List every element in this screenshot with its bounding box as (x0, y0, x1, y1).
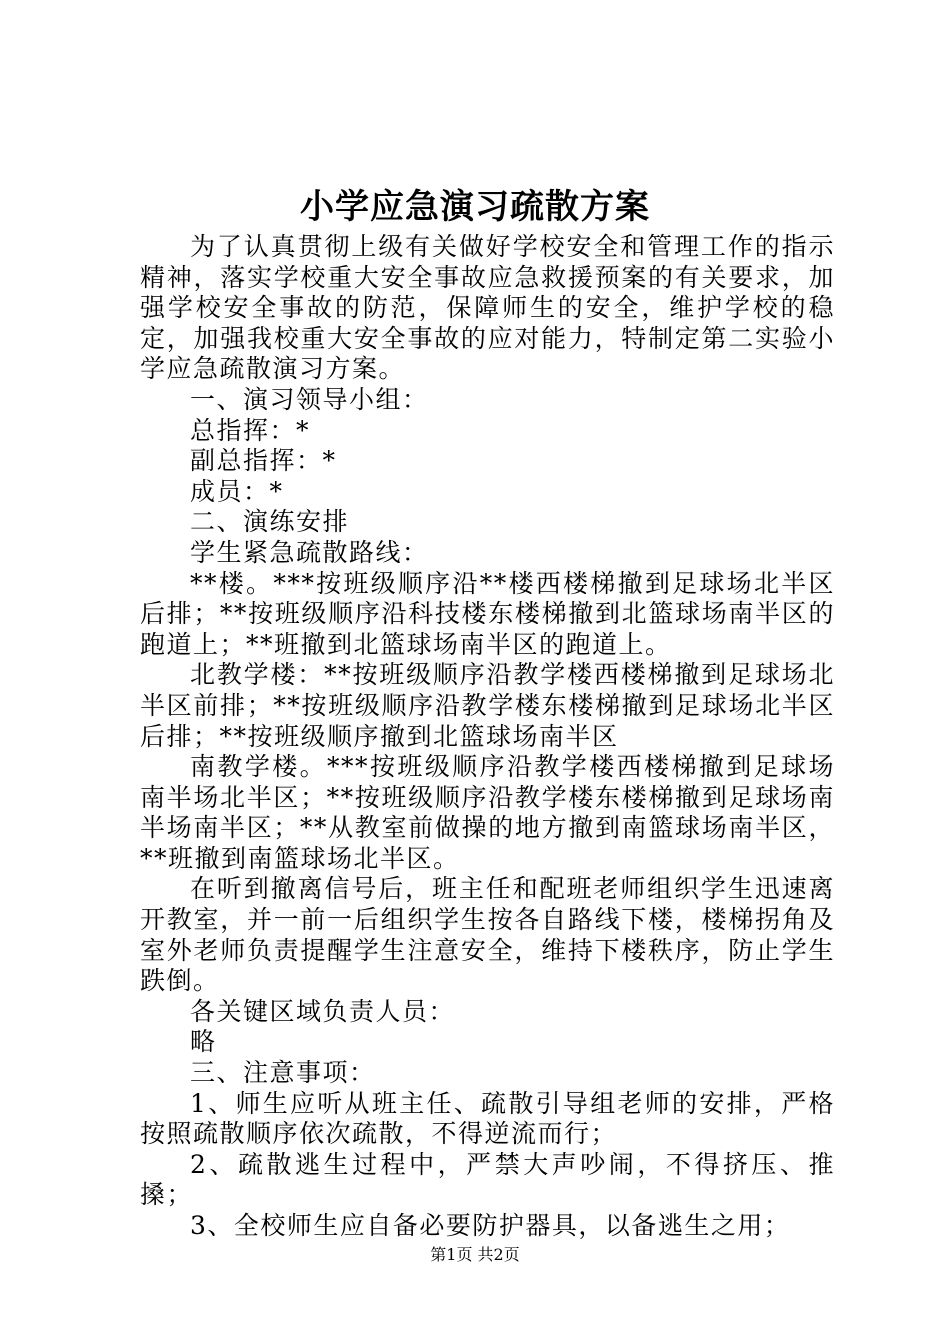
paragraph-south-building-route: 南教学楼。***按班级顺序沿教学楼西楼梯撤到足球场南半场北半区；**按班级顺序沿教学楼东楼梯撤到足球场南半场南半区；**从教室前做操的地方撤到南篮球场南半区，**班撤到南篮球场北半区。 (140, 752, 835, 873)
note-item-1: 1、师生应听从班主任、疏散引导组老师的安排，严格按照疏散顺序依次疏散，不得逆流而行； (140, 1088, 835, 1149)
line-omitted: 略 (190, 1027, 217, 1057)
document-body (140, 232, 835, 1242)
paragraph-evacuation-signal: 在听到撤离信号后，班主任和配班老师组织学生迅速离开教室，并一前一后组织学生按各自路线下楼，楼梯拐角及室外老师负责提醒学生注意安全，维持下楼秩序，防止学生跌倒。 (140, 874, 835, 996)
document-title: 小学应急演习疏散方案 (300, 187, 650, 227)
line-chief-commander: 总指挥：* (190, 415, 311, 445)
heading-notes: 三、注意事项： (190, 1058, 376, 1088)
paragraph-intro: 为了认真贯彻上级有关做好学校安全和管理工作的指示精神，落实学校重大安全事故应急救援预案的有关要求，加强学校安全事故的防范，保障师生的安全，维护学校的稳定，加强我校重大安全事故的应对能力，特制定第二实验小学应急疏散演习方案。 (140, 232, 835, 384)
heading-drill-arrangement: 二、演练安排 (190, 507, 350, 537)
paragraph-north-building-route: 北教学楼：**按班级顺序沿教学楼西楼梯撤到足球场北半区前排；**按班级顺序沿教学楼东楼梯撤到足球场北半区后排；**按班级顺序撤到北篮球场南半区 (140, 660, 835, 751)
page-number-footer: 第1页 共2页 (430, 1245, 520, 1264)
line-members: 成员：* (190, 476, 284, 506)
line-evacuation-routes: 学生紧急疏散路线： (190, 537, 429, 567)
note-item-3: 3、全校师生应自备必要防护器具，以备逃生之用； (190, 1211, 791, 1240)
line-key-area-staff: 各关键区域负责人员： (190, 996, 456, 1026)
paragraph-building-route: **楼。***按班级顺序沿**楼西楼梯撤到足球场北半区后排；**按班级顺序沿科技楼东楼梯撤到北篮球场南半区的跑道上；**班撤到北篮球场南半区的跑道上。 (140, 568, 835, 659)
line-deputy-commander: 副总指挥：* (190, 446, 337, 476)
heading-leadership-group: 一、演习领导小组： (190, 384, 429, 414)
note-item-2: 2、疏散逃生过程中，严禁大声吵闹，不得挤压、推搡； (140, 1149, 835, 1210)
